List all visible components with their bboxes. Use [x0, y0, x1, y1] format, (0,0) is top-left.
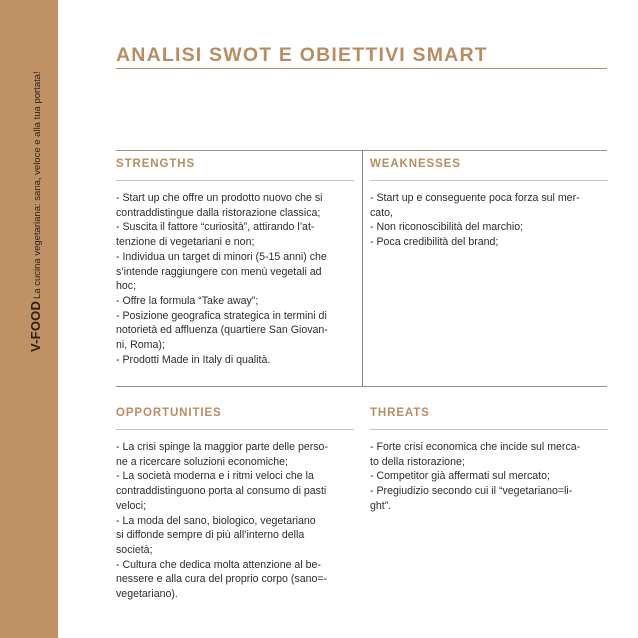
- body-line: contraddistinguono porta al consumo di pasti: [116, 485, 327, 498]
- body-line: to della ristorazione;: [370, 455, 465, 468]
- body-line: - Prodotti Made in Italy di qualità.: [116, 353, 271, 366]
- body-line: società;: [116, 543, 153, 556]
- page-title: ANALISI SWOT E OBIETTIVI SMART: [116, 44, 488, 66]
- body-line: nessere e alla cura del proprio corpo (sano=-: [116, 573, 328, 586]
- brand-tagline: La cucina vegetariana: sana, veloce e alla tua portata!: [32, 71, 43, 299]
- swot-opportunities: [116, 406, 354, 602]
- body-line: ght”.: [370, 499, 392, 512]
- body-line: cato,: [370, 206, 393, 219]
- body-line: - Start up e conseguente poca forza sul mer-: [370, 192, 580, 204]
- body-line: vegetariano).: [116, 588, 178, 601]
- strengths-divider: [116, 180, 354, 181]
- body-line: - Start up che offre un prodotto nuovo che si: [116, 192, 323, 204]
- body-line: - Suscita il fattore “curiosità”, attirando l’at-: [116, 221, 315, 234]
- threats-body: [370, 440, 608, 514]
- title-divider: [116, 68, 607, 69]
- swot-threats: [370, 406, 608, 514]
- body-line: - Competitor già affermati sul mercato;: [370, 470, 550, 483]
- body-line: - La società moderna e i ritmi veloci che la: [116, 470, 314, 483]
- swot-weaknesses: [370, 157, 608, 250]
- body-line: - Poca credibilità del brand;: [370, 236, 499, 249]
- sidebar-branding: [29, 71, 45, 352]
- body-line: tenzione di vegetariani e non;: [116, 236, 255, 249]
- weaknesses-body: [370, 191, 608, 250]
- strengths-body: [116, 191, 354, 367]
- body-line: si diffonde sempre di più all’interno della: [116, 529, 305, 542]
- opportunities-heading: OPPORTUNITIES: [116, 407, 222, 419]
- body-line: - Pregiudizio secondo cui il “vegetariano=li-: [370, 485, 573, 498]
- grid-column-divider: [362, 150, 363, 386]
- body-line: s’intende raggiungere con menù vegetali ad: [116, 265, 322, 278]
- body-line: notorietà ed affluenza (quartiere San Giovan-: [116, 324, 328, 337]
- body-line: - La crisi spinge la maggior parte delle perso-: [116, 441, 328, 453]
- strengths-heading: STRENGTHS: [116, 158, 196, 170]
- body-line: - Offre la formula “Take away”;: [116, 294, 259, 307]
- weaknesses-divider: [370, 180, 608, 181]
- body-line: ni, Roma);: [116, 339, 165, 352]
- body-line: - Forte crisi economica che incide sul merca-: [370, 441, 581, 453]
- body-line: - Individua un target di minori (5-15 anni) che: [116, 250, 327, 263]
- body-line: - La moda del sano, biologico, vegetariano: [116, 514, 316, 527]
- body-line: veloci;: [116, 499, 147, 512]
- grid-middle-rule: [116, 386, 607, 387]
- body-line: - Non riconoscibilità del marchio;: [370, 221, 524, 234]
- threats-heading: THREATS: [370, 407, 430, 419]
- body-line: contraddistingue dalla ristorazione classica;: [116, 206, 321, 219]
- threats-divider: [370, 429, 608, 430]
- swot-strengths: [116, 157, 354, 367]
- body-line: - Posizione geografica strategica in termini di: [116, 309, 327, 322]
- weaknesses-heading: WEAKNESSES: [370, 158, 461, 170]
- sidebar: [0, 0, 58, 638]
- brand-name: V-FOOD: [28, 300, 43, 352]
- body-line: ne a ricercare soluzioni economiche;: [116, 455, 288, 468]
- opportunities-divider: [116, 429, 354, 430]
- body-line: - Cultura che dedica molta attenzione al be-: [116, 558, 321, 571]
- body-line: hoc;: [116, 280, 137, 293]
- opportunities-body: [116, 440, 354, 602]
